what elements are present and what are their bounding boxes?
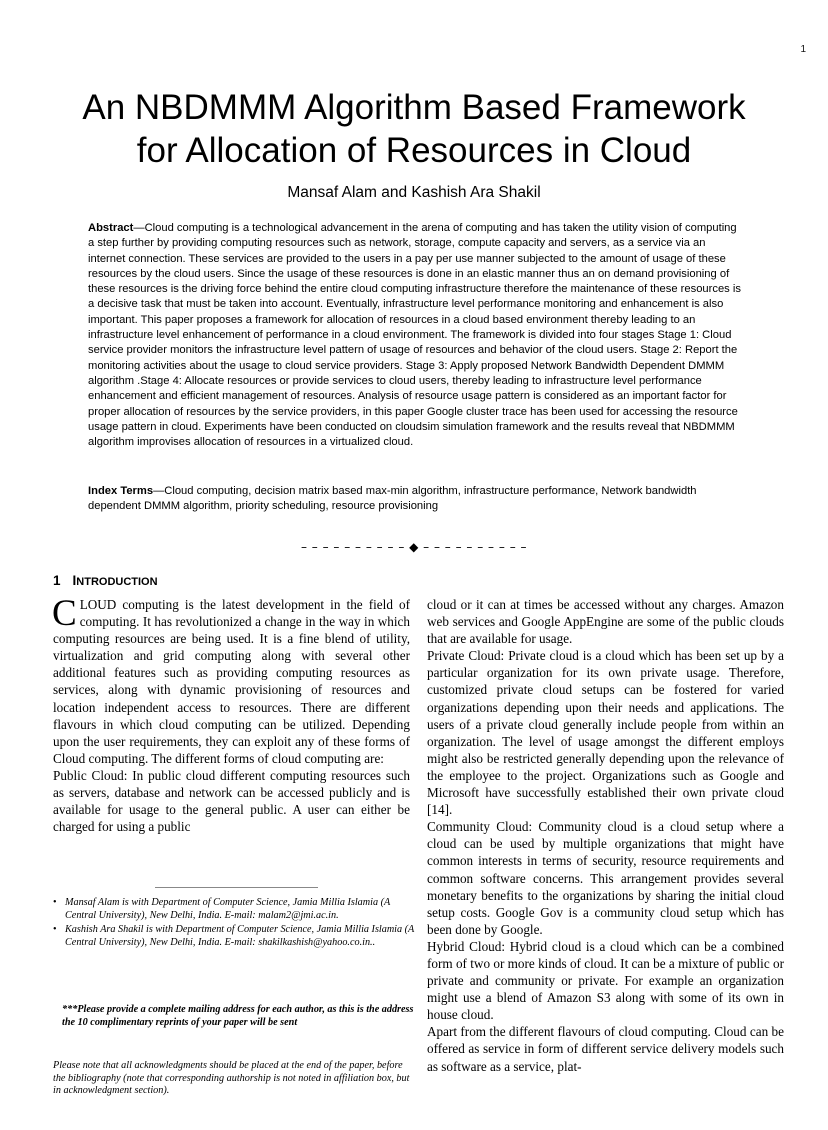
abstract-label: Abstract	[88, 222, 134, 234]
footnote-author-2	[53, 924, 415, 949]
acknowledgment-note: Please note that all acknowledgments should be placed at the end of the paper, before the bibliography (note that corresponding authorship is not noted in affiliation box, but in acknowledgment section).	[53, 1060, 410, 1097]
mailing-address-note: ***Please provide a complete mailing address for each author, as this is the address the 10 complimentary reprints of your paper will be sent	[62, 1004, 414, 1028]
hybrid-cloud-paragraph: Hybrid Cloud: Hybrid cloud is a cloud which can be a combined form of two or more kinds of cloud. It can be a mixture of public or private and community or private. For example an organization might use a blend of Amazon S3 along with some of its own in house cloud.	[427, 938, 784, 1023]
bullet-icon: •	[53, 897, 57, 908]
index-terms-text: —Cloud computing, decision matrix based max-min algorithm, infrastructure performance, Network bandwidth dependent DMMM algorithm, priority scheduling, resource provisioning	[88, 485, 697, 513]
intro-paragraph	[52, 593, 410, 767]
abstract-text: —Cloud computing is a technological advancement in the arena of computing and has taken the utility vision of computing a step further by providing computing resources such as network, storage, compute capacity and servers, as a service via an internet connection. These services are provided to the users in a pay per use manner subjected to the amount of usage of these resources by the cloud users. Since the usage of these resources is done in an elastic manner thus an on demand provisioning of these resources is the driving force behind the entire cloud computing infrastructure therefore the maintenance of these resources is a decisive task that must be taken into account. Eventually, infrastructure level performance monitoring and enhancement is also important. This paper proposes a framework for allocation of resources in a cloud based environment thereby leading to an infrastructure level enhancement of performance in a cloud environment. The framework is divided into four stages Stage 1: Cloud service provider monitors the infrastructure level pattern of usage of resources and behavior of the cloud users. Stage 2: Report the monitoring activities about the usage to cloud service providers. Stage 3: Apply proposed Network Bandwidth Dependent DMMM algorithm .Stage 4: Allocate resources or provide services to cloud users, thereby leading to infrastructure level performance enhancement and efficient management of resources. Analysis of resource usage pattern is considered as an important factor for proper allocation of resources by the service providers, in this paper Google cluster trace has been used for accessing the resource usage pattern in cloud. Experiments have been conducted on cloudsim simulation framework and the results reveal that NBDMMM algorithm improvises allocation of resources in a virtualized cloud.	[88, 222, 741, 449]
author-footnotes	[53, 897, 415, 951]
title-line-2: for Allocation of Resources in Cloud	[136, 131, 692, 170]
public-cloud-continued: cloud or it can at times be accessed without any charges. Amazon web services and Google AppEngine are some of the public clouds that are available for usage.	[427, 597, 784, 647]
footnote-author-1	[53, 897, 415, 922]
footnote-author-1-text: Mansaf Alam is with Department of Computer Science, Jamia Millia Islamia (A Central University), New Delhi, India. E-mail: malam2@jmi.ac.in.	[65, 897, 391, 921]
private-cloud-paragraph: Private Cloud: Private cloud is a cloud which has been set up by a particular organization for its own private usage. Therefore, customized private cloud setups can be fostered for varied organizations depending upon their needs and applications. The users of a private cloud generally include people from within an organization. The level of usage amongst the different employs might also be restricted generally depending upon the relevance of the employee to the project. Organizations such as Google and Microsoft have successfully established their own private cloud [14].	[427, 648, 784, 818]
title-block	[0, 86, 828, 202]
public-cloud-paragraph: Public Cloud: In public cloud different computing resources such as servers, database and network can be accessed publicly and is available for usage to the general public. A user can either be charged for using a public	[53, 767, 410, 835]
community-cloud-paragraph: Community Cloud: Community cloud is a cloud setup where a cloud can be used by multiple organizations that might have common interests in terms of security, resource requirements and common software concerns. This arrangement provides several monetary benefits to the organizations by sharing the initial cloud setup costs. Google Gov is a community cloud setup which has been done by Google.	[427, 819, 784, 937]
drop-cap: C	[52, 593, 77, 634]
section-number: 1	[53, 573, 61, 588]
left-column	[52, 593, 410, 835]
footnote-author-2-text: Kashish Ara Shakil is with Department of Computer Science, Jamia Millia Islamia (A Central University), New Delhi, India. E-mail: shakilkashish@yahoo.co.in..	[65, 924, 415, 948]
page-number: 1	[800, 44, 806, 55]
intro-paragraph-text: LOUD computing is the latest development in the field of computing. It has revolutionized a change in the way in which computing resources are being used. It is a fine blend of utility, virtualization and grid computing along with several other additional features such as providing computing resources as services, along with dynamic provisioning of resources and location independent access to resources. There are different flavours in which cloud computing can be utilized. Depending upon the user requirements, they can exploit any of these forms of Cloud computing. The different forms of cloud computing are:	[53, 597, 410, 766]
paper-title	[0, 86, 828, 172]
index-terms-label: Index Terms	[88, 485, 154, 497]
index-terms	[88, 484, 742, 515]
section-separator: – – – – – – – – – – ◆ – – – – – – – – – –	[300, 540, 528, 554]
right-column	[427, 596, 784, 1075]
bullet-icon: •	[53, 924, 57, 936]
authors: Mansaf Alam and Kashish Ara Shakil	[287, 184, 541, 201]
title-line-1: An NBDMMM Algorithm Based Framework	[82, 88, 746, 127]
section-title-first: I	[72, 573, 77, 588]
section-title-rest: NTRODUCTION	[76, 576, 158, 588]
footnote-divider	[155, 887, 318, 888]
section-heading	[53, 573, 158, 588]
abstract	[88, 221, 742, 450]
service-models-paragraph: Apart from the different flavours of cloud computing. Cloud can be offered as service in form of different service delivery models such as software as a service, plat-	[427, 1024, 784, 1074]
